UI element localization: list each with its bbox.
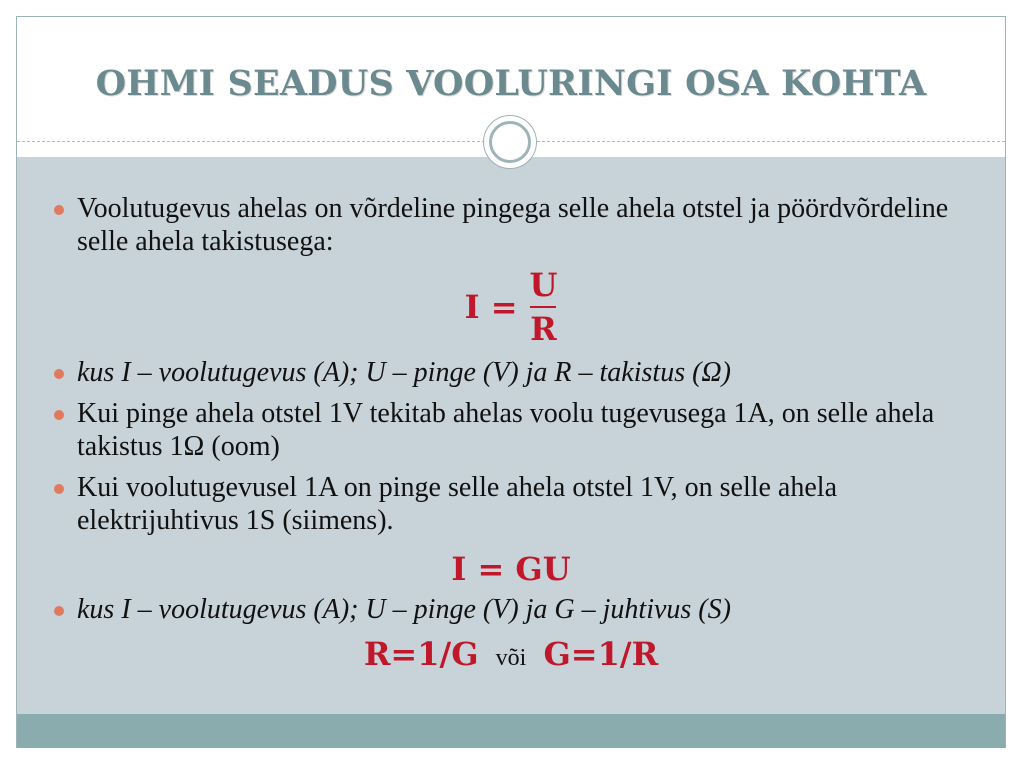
slide (16, 16, 1006, 748)
slide-title: OHMI SEADUS VOOLURINGI OSA KOHTA (95, 63, 927, 104)
bullet-ohm-definition: Kui pinge ahela otstel 1V tekitab ahelas voolu tugevusega 1A, on selle ahela takistus 1Ω (oom) (17, 397, 1005, 463)
formula-conductance: I = GU (451, 550, 571, 588)
slide-footer-band (17, 714, 1005, 748)
formula-r-equals: R=1/G (363, 635, 479, 673)
fraction-numerator: U (529, 266, 558, 304)
formula-lhs: I = (464, 288, 518, 326)
bullet-legend-conductance: kus I – voolutugevus (A); U – pinge (V) ja G – juhtivus (S) (17, 593, 1005, 626)
bullet-definition: Voolutugevus ahelas on võrdeline pingega selle ahela otstel ja pöördvõrdeline selle ahela takistusega: (17, 192, 1005, 258)
slide-content (17, 157, 1005, 678)
fraction-bar (530, 306, 556, 308)
bullet-legend-resistance: kus I – voolutugevus (A); U – pinge (V) ja R – takistus (Ω) (17, 356, 1005, 389)
formula-conjunction: või (495, 645, 527, 671)
fraction-denominator: R (530, 310, 557, 348)
formula-g-equals: G=1/R (543, 635, 659, 673)
formula-ohms-law (17, 262, 1005, 352)
bullet-siemens-definition: Kui voolutugevusel 1A on pinge selle ahela otstel 1V, on selle ahela elektrijuhtivus 1S (siimens). (17, 471, 1005, 537)
formula-reciprocal (17, 634, 1005, 678)
fraction (530, 268, 558, 346)
